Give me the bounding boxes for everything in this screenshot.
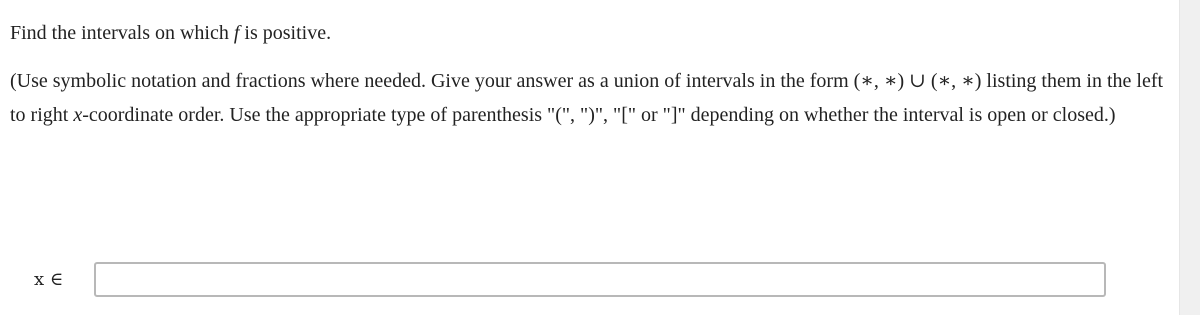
answer-label: x ∈	[34, 269, 64, 290]
question-text-after: is positive.	[239, 22, 332, 44]
scrollbar[interactable]	[1179, 0, 1200, 315]
answer-input[interactable]	[94, 262, 1106, 297]
answer-instructions	[10, 64, 1172, 132]
question-text-before: Find the intervals on which	[10, 22, 234, 44]
function-variable: f	[233, 22, 240, 44]
x-coordinate-variable: x	[73, 104, 83, 126]
instructions-part-1: (Use symbolic notation and fractions where needed. Give your answer as a union of intervals in the form (∗, ∗) ∪ (∗, ∗) listing them in the left to right	[10, 70, 1164, 126]
instructions-part-2: -coordinate order. Use the appropriate type of parenthesis "(", ")", "[" or "]" depending on whether the interval is open or closed.)	[82, 104, 1116, 126]
question-prompt	[10, 20, 331, 46]
answer-row	[0, 262, 1180, 298]
